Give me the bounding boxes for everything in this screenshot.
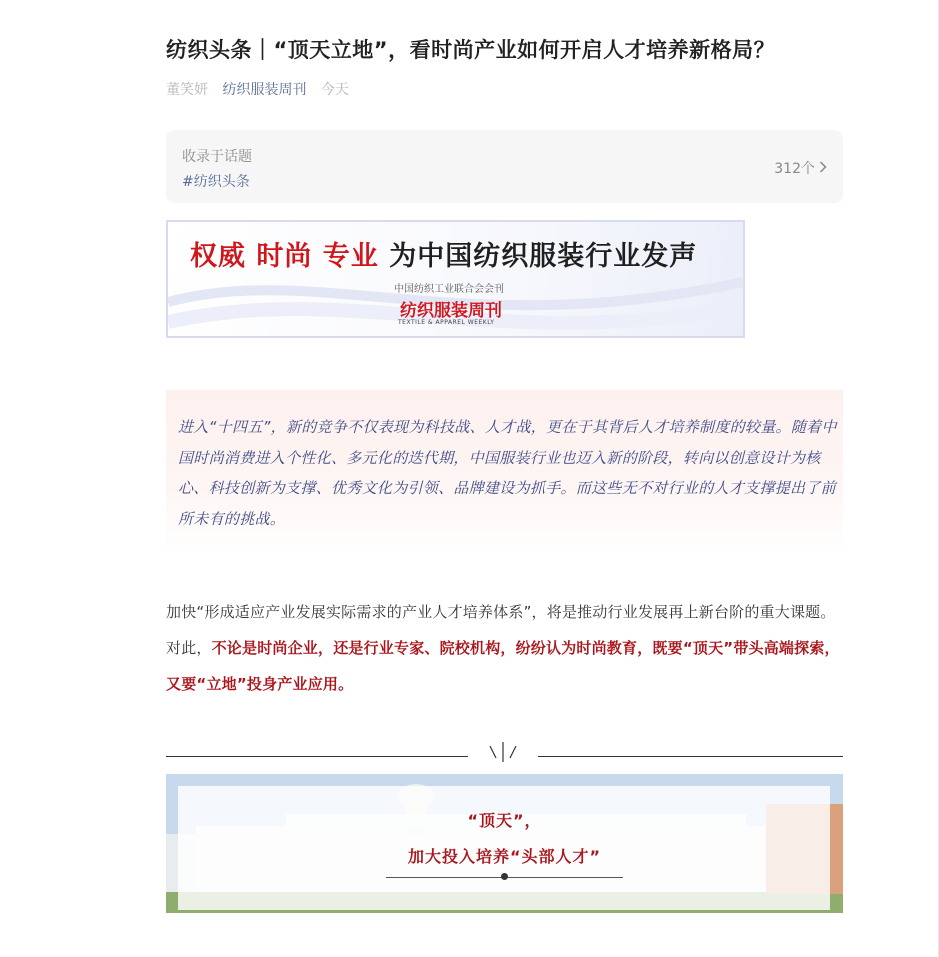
banner-brand-english: TEXTILE & APPAREL WEEKLY [398, 319, 495, 326]
section-heading-line1: “顶天”， [467, 811, 542, 830]
banner-brand-logo: 纺织服装周刊 [400, 301, 502, 321]
topic-count[interactable] [774, 158, 827, 178]
topic-label: 收录于话题 [182, 149, 252, 165]
section-divider [166, 742, 843, 766]
heading-dot-icon [501, 873, 508, 880]
section-heading-line2: 加大投入培养“头部人才” [407, 847, 602, 866]
divider-line-right [538, 756, 843, 757]
section-hero-image [166, 774, 843, 913]
chevron-right-icon [819, 161, 827, 177]
article-meta [166, 79, 349, 99]
publication-banner [166, 220, 745, 338]
topic-count-value: 312个 [774, 161, 815, 177]
topic-card[interactable] [166, 130, 843, 203]
publish-time: 今天 [320, 82, 349, 98]
intro-quote-block [166, 390, 843, 555]
body-emphasis-text: 不论是时尚企业，还是行业专家、院校机构，纷纷认为时尚教育，既要“顶天”带头高端探索，又要“立地”投身产业应用。 [166, 639, 840, 693]
divider-line-left [166, 756, 468, 757]
body-plain-text: 加快“形成适应产业发展实际需求的产业人才培养体系”，将是推动行业发展再上新台阶的重大课题。对此， [166, 603, 836, 657]
banner-slogan-red: 权威 时尚 专业 [190, 241, 379, 272]
author-name: 董笑妍 [166, 82, 208, 98]
article-title: 纺织头条｜“顶天立地”，看时尚产业如何开启人才培养新格局？ [166, 38, 776, 62]
banner-subtitle: 中国纺织工业联合会会刊 [394, 284, 504, 295]
topic-tag[interactable]: #纺织头条 [182, 174, 250, 190]
intro-text: 进入“十四五”，新的竞争不仅表现为科技战、人才战，更在于其背后人才培养制度的较量。随着中国时尚消费进入个性化、多元化的迭代期，中国服装行业也迈入新的阶段，转向以创意设计为核心、科技创新为支撑、优秀文化为引领、品牌建设为抓手。而这些无不对行业的人才支撑提出了前所未有的挑战。 [178, 418, 837, 528]
account-link[interactable]: 纺织服装周刊 [222, 82, 307, 98]
banner-slogan [190, 234, 697, 273]
divider-slash-icon [480, 742, 526, 766]
banner-slogan-dark: 为中国纺织服装行业发声 [389, 241, 698, 272]
body-paragraph [166, 594, 843, 702]
